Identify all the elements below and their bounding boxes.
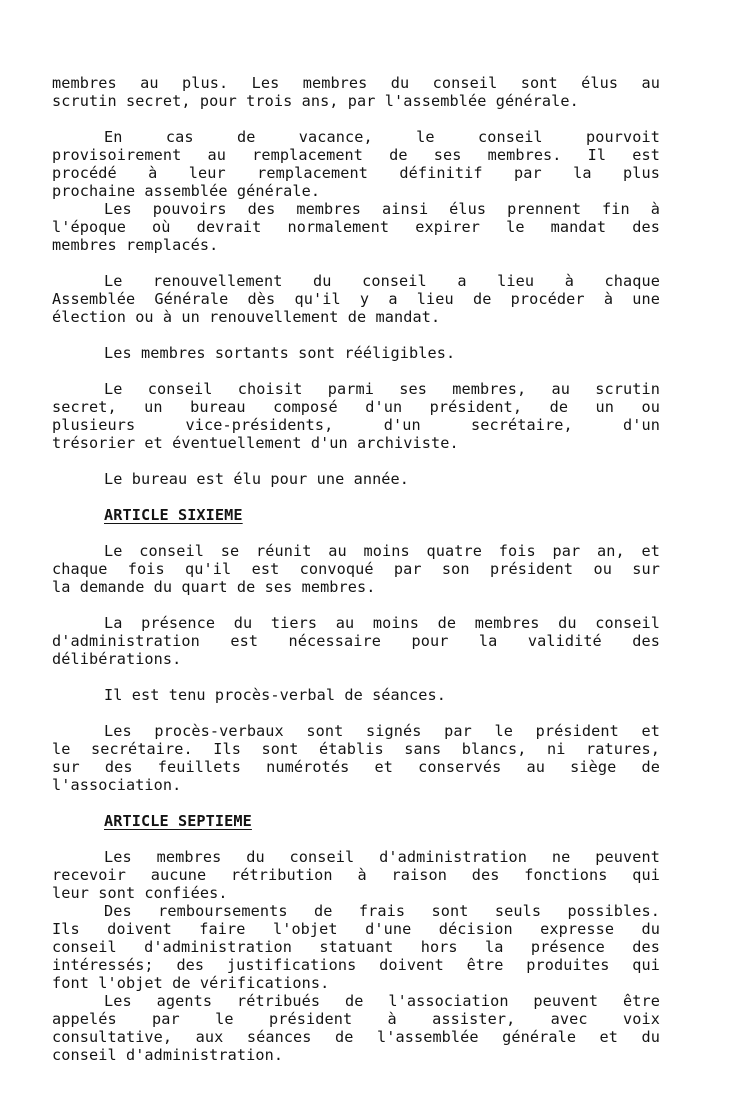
text-line: Les membres sortants sont rééligibles.	[104, 344, 456, 362]
text-line: trésorier et éventuellement d'un archiviste.	[52, 434, 459, 452]
paragraph-6	[52, 380, 660, 452]
text-line: Ils doivent faire l'objet d'une décision expresse du	[52, 920, 660, 938]
text-line: font l'objet de vérifications.	[52, 974, 330, 992]
text-line: le secrétaire. Ils sont établis sans blancs, ni ratures,	[52, 740, 660, 758]
text-line: La présence du tiers au moins de membres du conseil	[104, 614, 660, 632]
paragraph-gap	[52, 524, 660, 542]
paragraph-gap	[52, 362, 660, 380]
article-heading: ARTICLE SEPTIEME	[104, 812, 252, 830]
document-page	[52, 74, 660, 1064]
paragraph-15	[52, 992, 660, 1064]
text-line: Les procès-verbaux sont signés par le président et	[104, 722, 660, 740]
text-line: plusieurs vice-présidents, d'un secrétaire, d'un	[52, 416, 660, 434]
text-line: Le bureau est élu pour une année.	[104, 470, 410, 488]
text-line: secret, un bureau composé d'un président, de un ou	[52, 398, 660, 416]
text-line: l'époque où devrait normalement expirer le mandat des	[52, 218, 660, 236]
paragraph-4	[52, 272, 660, 326]
paragraph-gap	[52, 452, 660, 470]
paragraph-gap	[52, 830, 660, 848]
paragraph-11	[52, 722, 660, 794]
paragraph-gap	[52, 668, 660, 686]
text-line: Des remboursements de frais sont seuls possibles.	[104, 902, 660, 920]
text-line: la demande du quart de ses membres.	[52, 578, 376, 596]
text-line: procédé à leur remplacement définitif par la plus	[52, 164, 660, 182]
text-line: Assemblée Générale dès qu'il y a lieu de procéder à une	[52, 290, 660, 308]
text-line: Le conseil choisit parmi ses membres, au scrutin	[104, 380, 660, 398]
text-line: délibérations.	[52, 650, 182, 668]
text-line: Les pouvoirs des membres ainsi élus prennent fin à	[104, 200, 660, 218]
paragraph-2	[52, 128, 660, 200]
paragraph-gap	[52, 596, 660, 614]
text-line: Les membres du conseil d'administration ne peuvent	[104, 848, 660, 866]
text-line: En cas de vacance, le conseil pourvoit	[104, 128, 660, 146]
text-line: d'administration est nécessaire pour la validité des	[52, 632, 660, 650]
paragraph-3	[52, 200, 660, 254]
paragraph-gap	[52, 794, 660, 812]
article-heading: ARTICLE SIXIEME	[104, 506, 243, 524]
paragraph-5	[52, 344, 660, 362]
text-line: conseil d'administration.	[52, 1046, 284, 1064]
text-line: sur des feuillets numérotés et conservés au siège de	[52, 758, 660, 776]
text-line: membres au plus. Les membres du conseil sont élus au	[52, 74, 660, 92]
paragraph-gap	[52, 326, 660, 344]
text-line: leur sont confiées.	[52, 884, 228, 902]
text-line: prochaine assemblée générale.	[52, 182, 321, 200]
paragraph-gap	[52, 704, 660, 722]
text-line: chaque fois qu'il est convoqué par son président ou sur	[52, 560, 660, 578]
text-line: Le renouvellement du conseil a lieu à chaque	[104, 272, 660, 290]
text-line: provisoirement au remplacement de ses membres. Il est	[52, 146, 660, 164]
paragraph-14	[52, 902, 660, 992]
text-line: Il est tenu procès-verbal de séances.	[104, 686, 447, 704]
paragraph-9	[52, 614, 660, 668]
text-line: intéressés; des justifications doivent être produites qui	[52, 956, 660, 974]
text-line: conseil d'administration statuant hors la présence des	[52, 938, 660, 956]
text-line: recevoir aucune rétribution à raison des fonctions qui	[52, 866, 660, 884]
paragraph-gap	[52, 488, 660, 506]
text-line: l'association.	[52, 776, 182, 794]
paragraph-gap	[52, 110, 660, 128]
text-line: consultative, aux séances de l'assemblée générale et du	[52, 1028, 660, 1046]
text-line: appelés par le président à assister, avec voix	[52, 1010, 660, 1028]
paragraph-8	[52, 542, 660, 596]
text-line: élection ou à un renouvellement de mandat.	[52, 308, 441, 326]
text-line: Le conseil se réunit au moins quatre fois par an, et	[104, 542, 660, 560]
text-line: Les agents rétribués de l'association peuvent être	[104, 992, 660, 1010]
paragraph-7	[52, 470, 660, 488]
paragraph-1	[52, 74, 660, 110]
paragraph-gap	[52, 254, 660, 272]
paragraph-13	[52, 848, 660, 902]
paragraph-10	[52, 686, 660, 704]
text-line: membres remplacés.	[52, 236, 219, 254]
text-line: scrutin secret, pour trois ans, par l'assemblée générale.	[52, 92, 579, 110]
